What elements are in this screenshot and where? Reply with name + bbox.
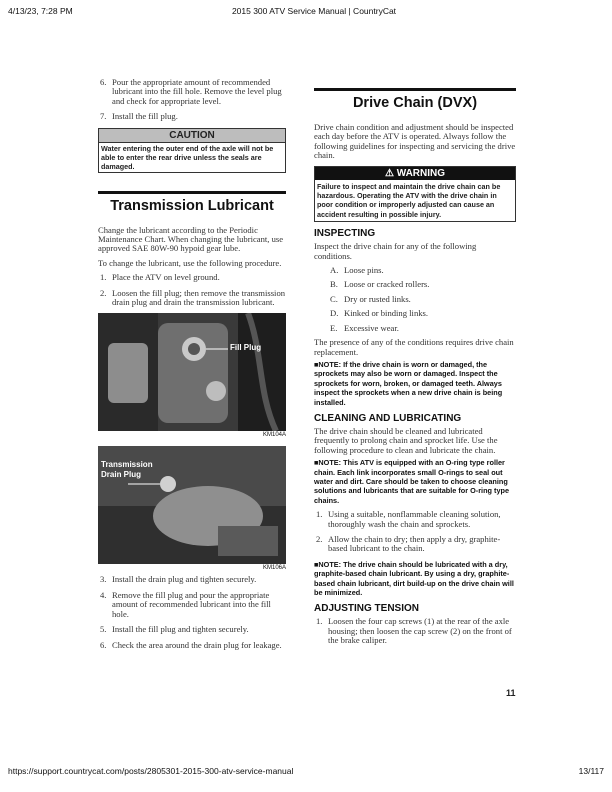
caution-box [98, 128, 286, 173]
cleaning-steps [314, 510, 516, 554]
list-item: 1. Using a suitable, nonflammable cleaning solution, thoroughly wash the chain and sprockets. [316, 509, 501, 529]
steps-bottom [98, 575, 286, 649]
heading-adjusting: ADJUSTING TENSION [314, 603, 420, 615]
list-item: C. Dry or rusted links. [330, 293, 411, 304]
list-item: B. Loose or cracked rollers. [330, 279, 430, 290]
right-column [314, 78, 516, 652]
photo-code: KM106A [262, 565, 286, 572]
inspecting-lead: Inspect the drive chain for any of the following conditions. [314, 241, 477, 261]
adjusting-steps [314, 617, 516, 645]
inspecting-note: ■NOTE: If the drive chain is worn or damaged, the sprockets may also be worn or damaged. Inspect the sprockets for worn, broken, or damaged teeth. Always inspect the sprockets when a new drive chain is being installed. [314, 359, 503, 407]
drain-plug-label: Transmission Drain Plug [101, 460, 153, 480]
list-item: A. Loose pins. [330, 265, 384, 276]
cleaning-note-2: ■NOTE: The drive chain should be lubricated with a dry, graphite-based chain lubricant. By using a dry, graphite-based chain lubricant, dirt build-up on the drive chain will be minimized. [314, 559, 514, 598]
caution-title: CAUTION [99, 129, 285, 143]
list-item: D. Kinked or binding links. [330, 308, 429, 319]
list-item: 5. Install the fill plug and tighten securely. [100, 624, 249, 635]
intro-text: Change the lubricant according to the Periodic Maintenance Chart. When changing the lubricant, use approved SAE 80W-90 hypoid gear lube. [98, 224, 284, 254]
heading-inspecting: INSPECTING [314, 228, 376, 240]
fill-plug-photo [98, 313, 286, 431]
list-item: 1. Loosen the four cap screws (1) at the rear of the axle housing; then loosen the cap screw (2) on the front of the brake caliper. [316, 616, 512, 646]
print-url: https://support.countrycat.com/posts/2805301-2015-300-atv-service-manual [8, 766, 294, 776]
photo-code: KM104A [262, 432, 286, 439]
list-item: 6. Check the area around the drain plug for leakage. [100, 639, 282, 650]
print-page-count: 13/117 [578, 766, 604, 776]
list-item: 2. Loosen the fill plug; then remove the transmission drain plug and drain the transmission lubricant. [100, 287, 286, 308]
procedure-lead: To change the lubricant, use the following procedure. [98, 257, 282, 268]
left-column [98, 78, 286, 656]
engine-photo-image [98, 313, 286, 431]
list-item: 6. Pour the appropriate amount of recommended lubricant into the fill hole. Remove the level plug and check for appropriate level. [100, 77, 282, 106]
warning-box [314, 166, 516, 223]
inspecting-list [328, 266, 516, 333]
steps-mid [98, 273, 286, 307]
warning-text: Failure to inspect and maintain the drive chain can be hazardous. Operating the ATV with the drive chain in poor condition or improperly adjusted can cause an accident resulting in possible injury. [317, 181, 501, 219]
heading-cleaning: CLEANING AND LUBRICATING [314, 412, 462, 424]
inspecting-after: The presence of any of the conditions requires drive chain replacement. [314, 337, 514, 357]
page-number: 11 [506, 688, 516, 698]
drive-chain-intro: Drive chain condition and adjustment should be inspected each day before the ATV is operated. Always follow the following guidelines for inspecting and servicing the drive chain. [314, 122, 516, 161]
cleaning-lead: The drive chain should be cleaned and lubricated frequently to prolong chain and sprocket life. Use the following procedure to clean and lubricate the chain. [314, 425, 498, 455]
cleaning-note: ■NOTE: This ATV is equipped with an O-ring type roller chain. Each link incorporates small O-rings to seal out water and dirt. Care should be taken to choose cleaning solutions and lubricants that are suitable for O-ring type chains. [314, 458, 510, 505]
print-title: 2015 300 ATV Service Manual | CountryCat [231, 6, 397, 16]
list-item: 1. Place the ATV on level ground. [100, 272, 220, 283]
section-title-drive-chain: Drive Chain (DVX) [352, 95, 478, 111]
list-item: 4. Remove the fill plug and pour the appropriate amount of recommended lubricant into the fill hole. [100, 589, 271, 619]
caution-text: Water entering the outer end of the axle will not be able to enter the rear drive unless the seals are damaged. [101, 143, 274, 171]
fill-plug-label: Fill Plug [230, 343, 262, 353]
warning-triangle-icon: ⚠ [384, 167, 397, 179]
print-datetime: 4/13/23, 7:28 PM [8, 6, 73, 16]
steps-top [98, 78, 286, 122]
list-item: 2. Allow the chain to dry; then apply a dry, graphite-based lubricant to the chain. [316, 534, 501, 554]
drain-plug-photo [98, 446, 286, 564]
manual-page [88, 78, 528, 734]
section-title-transmission: Transmission Lubricant [110, 197, 274, 214]
warning-title: ⚠ WARNING [315, 167, 515, 180]
list-item: 3. Install the drain plug and tighten securely. [100, 574, 257, 585]
list-item: E. Excessive wear. [330, 322, 399, 333]
list-item: 7. Install the fill plug. [100, 111, 178, 122]
